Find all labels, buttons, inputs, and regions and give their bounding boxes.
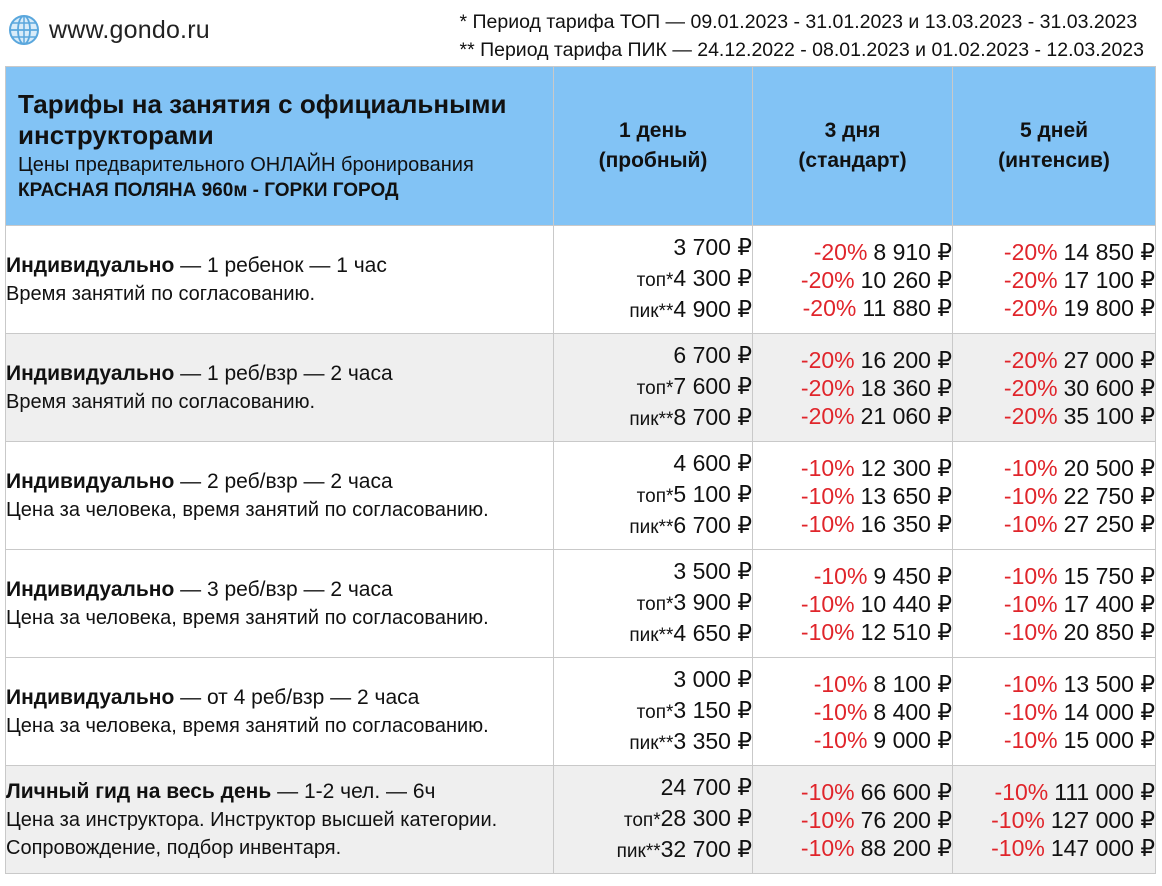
price-value: 28 300 ₽ — [660, 805, 752, 831]
price-value: 24 700 ₽ — [660, 774, 752, 800]
price-line — [554, 449, 752, 480]
table-header-main — [6, 67, 554, 226]
price-cell-5-days — [953, 550, 1156, 658]
price-line — [554, 696, 752, 727]
price-line — [753, 294, 952, 322]
price-value: 4 650 ₽ — [673, 620, 752, 646]
price-line — [554, 403, 752, 434]
column-header-3-days — [753, 67, 953, 226]
price-value: 16 350 ₽ — [860, 510, 952, 537]
price-line — [953, 618, 1155, 646]
tariff-heading — [6, 684, 553, 712]
price-line — [554, 619, 752, 650]
tariff-heading — [6, 576, 553, 604]
tariff-detail: — 1 ребенок — 1 час — [174, 253, 387, 277]
period-label: топ* — [636, 270, 674, 291]
price-value: 14 000 ₽ — [1063, 698, 1155, 725]
discount-badge: -20% — [1003, 374, 1058, 401]
tariff-row — [6, 226, 1156, 334]
price-line — [554, 264, 752, 295]
discount-badge: -10% — [800, 590, 855, 617]
tariff-heading — [6, 468, 553, 496]
discount-badge: -10% — [1003, 670, 1058, 697]
tariff-title: Индивидуально — [6, 469, 175, 493]
price-line — [953, 266, 1155, 294]
price-line — [953, 374, 1155, 402]
discount-badge: -10% — [1003, 698, 1058, 725]
discount-badge: -10% — [994, 778, 1049, 805]
price-line — [953, 346, 1155, 374]
discount-badge: -20% — [800, 346, 855, 373]
discount-badge: -10% — [991, 806, 1045, 833]
price-value: 27 250 ₽ — [1063, 510, 1155, 537]
price-value: 10 260 ₽ — [860, 266, 952, 293]
price-cell-1-day — [554, 442, 753, 550]
price-value: 3 900 ₽ — [673, 589, 752, 615]
price-value: 88 200 ₽ — [860, 834, 952, 861]
price-value: 3 000 ₽ — [673, 666, 752, 692]
tariff-note: Цена за инструктора. Инструктор высшей категории. Сопровождение, подбор инвентаря. — [6, 808, 498, 859]
price-line — [953, 834, 1155, 862]
discount-badge: -20% — [813, 238, 868, 265]
price-value: 8 400 ₽ — [873, 698, 952, 725]
price-value: 20 850 ₽ — [1063, 618, 1155, 645]
price-value: 5 100 ₽ — [673, 481, 752, 507]
tariff-title: Индивидуально — [6, 577, 175, 601]
price-value: 17 400 ₽ — [1063, 590, 1155, 617]
price-line — [753, 618, 952, 646]
price-line — [753, 806, 952, 834]
price-value: 16 200 ₽ — [860, 346, 952, 373]
price-line — [554, 588, 752, 619]
tariff-description — [6, 442, 554, 550]
price-cell-3-days — [753, 334, 953, 442]
price-line — [953, 778, 1155, 806]
discount-badge: -10% — [800, 618, 855, 645]
period-label: пик** — [629, 517, 674, 538]
price-value: 7 600 ₽ — [673, 373, 752, 399]
price-value: 8 700 ₽ — [673, 404, 752, 430]
tariff-period-notes — [460, 8, 1145, 64]
price-cell-3-days — [753, 442, 953, 550]
price-line — [953, 562, 1155, 590]
tariff-title: Личный гид на весь день — [6, 779, 272, 803]
tariff-title: Индивидуально — [6, 685, 175, 709]
period-label: топ* — [636, 702, 674, 723]
price-cell-1-day — [554, 226, 753, 334]
tariff-row — [6, 442, 1156, 550]
discount-badge: -10% — [800, 778, 855, 805]
price-line — [554, 372, 752, 403]
price-line — [554, 665, 752, 696]
price-value: 10 440 ₽ — [860, 590, 952, 617]
price-value: 12 300 ₽ — [860, 454, 952, 481]
price-value: 147 000 ₽ — [1050, 834, 1155, 861]
price-cell-3-days — [753, 766, 953, 874]
table-location: КРАСНАЯ ПОЛЯНА 960м - ГОРКИ ГОРОД — [18, 179, 399, 201]
tariff-detail: — 3 реб/взр — 2 часа — [174, 577, 393, 601]
discount-badge: -10% — [1003, 510, 1058, 537]
discount-badge: -10% — [800, 482, 855, 509]
price-cell-5-days — [953, 334, 1156, 442]
price-line — [953, 698, 1155, 726]
price-line — [554, 480, 752, 511]
tariff-title: Индивидуально — [6, 253, 175, 277]
column-header-line: 5 дней — [1019, 119, 1089, 142]
price-line — [753, 454, 952, 482]
top-bar — [0, 0, 1162, 66]
discount-badge: -10% — [1003, 482, 1058, 509]
price-value: 27 000 ₽ — [1063, 346, 1155, 373]
price-value: 15 000 ₽ — [1063, 726, 1155, 753]
tariff-detail: — от 4 реб/взр — 2 часа — [174, 685, 420, 709]
price-cell-3-days — [753, 658, 953, 766]
price-value: 9 000 ₽ — [873, 726, 952, 753]
period-label: топ* — [636, 486, 674, 507]
discount-badge: -10% — [813, 698, 868, 725]
price-line — [953, 590, 1155, 618]
price-line — [753, 670, 952, 698]
price-value: 20 500 ₽ — [1063, 454, 1155, 481]
period-label: топ* — [636, 378, 674, 399]
column-header-line: (стандарт) — [798, 149, 907, 172]
price-line — [554, 804, 752, 835]
globe-icon — [8, 14, 40, 46]
discount-badge: -10% — [813, 562, 868, 589]
price-line — [753, 590, 952, 618]
discount-badge: -10% — [1003, 726, 1058, 753]
period-label: пик** — [616, 841, 661, 862]
tariff-note: Цена за человека, время занятий по согласованию. — [6, 606, 489, 629]
price-value: 111 000 ₽ — [1054, 778, 1155, 805]
price-cell-3-days — [753, 226, 953, 334]
price-line — [953, 482, 1155, 510]
tariff-description — [6, 226, 554, 334]
price-cell-1-day — [554, 334, 753, 442]
tariff-description — [6, 550, 554, 658]
price-value: 17 100 ₽ — [1063, 266, 1155, 293]
period-label: пик** — [629, 301, 674, 322]
discount-badge: -10% — [800, 834, 855, 861]
site-url[interactable]: www.gondo.ru — [49, 15, 210, 44]
price-value: 9 450 ₽ — [873, 562, 952, 589]
tariff-title: Индивидуально — [6, 361, 175, 385]
price-cell-1-day — [554, 658, 753, 766]
tariff-heading — [6, 252, 553, 280]
table-header-row — [6, 67, 1156, 226]
period-label: пик** — [629, 733, 674, 754]
price-line — [953, 238, 1155, 266]
discount-badge: -20% — [1003, 346, 1058, 373]
price-line — [953, 402, 1155, 430]
discount-badge: -20% — [1003, 294, 1058, 321]
price-value: 3 700 ₽ — [673, 234, 752, 260]
discount-badge: -10% — [800, 510, 855, 537]
price-value: 4 300 ₽ — [673, 265, 752, 291]
price-value: 3 500 ₽ — [673, 558, 752, 584]
discount-badge: -10% — [1003, 454, 1058, 481]
price-line — [554, 233, 752, 264]
discount-badge: -20% — [800, 402, 855, 429]
price-cell-5-days — [953, 766, 1156, 874]
price-value: 66 600 ₽ — [860, 778, 952, 805]
discount-badge: -20% — [800, 266, 855, 293]
price-line — [554, 727, 752, 758]
price-value: 4 900 ₽ — [673, 296, 752, 322]
tariff-heading — [6, 360, 553, 388]
discount-badge: -10% — [800, 806, 855, 833]
price-line — [953, 726, 1155, 754]
price-value: 32 700 ₽ — [660, 836, 752, 862]
discount-badge: -10% — [1003, 590, 1058, 617]
price-value: 6 700 ₽ — [673, 342, 752, 368]
price-line — [753, 238, 952, 266]
table-title: Тарифы на занятия с официальными инструкторами — [18, 88, 507, 150]
price-value: 4 600 ₽ — [673, 450, 752, 476]
price-value: 30 600 ₽ — [1063, 374, 1155, 401]
column-header-line: (интенсив) — [998, 149, 1110, 172]
price-cell-3-days — [753, 550, 953, 658]
tariff-detail: — 1 реб/взр — 2 часа — [174, 361, 393, 385]
price-cell-5-days — [953, 658, 1156, 766]
tariff-row — [6, 550, 1156, 658]
discount-badge: -20% — [1003, 402, 1058, 429]
price-line — [953, 670, 1155, 698]
note-peak-period: ** Период тарифа ПИК — 24.12.2022 - 08.01.2023 и 01.02.2023 - 12.03.2023 — [459, 39, 1144, 61]
price-cell-5-days — [953, 442, 1156, 550]
period-label: топ* — [636, 594, 674, 615]
price-line — [554, 835, 752, 866]
tariff-description — [6, 766, 554, 874]
price-line — [554, 295, 752, 326]
tariff-note: Время занятий по согласованию. — [6, 282, 316, 305]
discount-badge: -20% — [800, 374, 855, 401]
price-line — [554, 511, 752, 542]
tariff-heading — [6, 778, 553, 806]
price-line — [953, 510, 1155, 538]
discount-badge: -10% — [800, 454, 855, 481]
discount-badge: -20% — [802, 294, 857, 321]
discount-badge: -20% — [1003, 238, 1058, 265]
price-line — [753, 562, 952, 590]
price-line — [753, 482, 952, 510]
price-value: 12 510 ₽ — [860, 618, 952, 645]
price-value: 6 700 ₽ — [673, 512, 752, 538]
tariff-detail: — 1-2 чел. — 6ч — [271, 779, 436, 803]
price-value: 127 000 ₽ — [1050, 806, 1155, 833]
column-header-line: 1 день — [618, 119, 688, 142]
price-cell-1-day — [554, 766, 753, 874]
price-line — [753, 374, 952, 402]
price-value: 35 100 ₽ — [1063, 402, 1155, 429]
price-value: 8 100 ₽ — [873, 670, 952, 697]
discount-badge: -10% — [991, 834, 1045, 861]
tariff-detail: — 2 реб/взр — 2 часа — [174, 469, 393, 493]
price-line — [753, 266, 952, 294]
price-value: 22 750 ₽ — [1063, 482, 1155, 509]
tariff-note: Цена за человека, время занятий по согласованию. — [6, 714, 489, 737]
tariff-row — [6, 334, 1156, 442]
price-value: 3 350 ₽ — [673, 728, 752, 754]
price-cell-5-days — [953, 226, 1156, 334]
price-cell-1-day — [554, 550, 753, 658]
price-line — [953, 294, 1155, 322]
price-value: 14 850 ₽ — [1063, 238, 1155, 265]
price-value: 13 650 ₽ — [860, 482, 952, 509]
price-line — [554, 341, 752, 372]
discount-badge: -10% — [1003, 562, 1058, 589]
discount-badge: -10% — [1003, 618, 1058, 645]
tariff-description — [6, 334, 554, 442]
price-value: 15 750 ₽ — [1063, 562, 1155, 589]
price-line — [753, 726, 952, 754]
period-label: пик** — [629, 409, 674, 430]
price-value: 13 500 ₽ — [1063, 670, 1155, 697]
tariff-note: Цена за человека, время занятий по согласованию. — [6, 498, 489, 521]
price-value: 8 910 ₽ — [873, 238, 952, 265]
price-line — [953, 806, 1155, 834]
price-value: 11 880 ₽ — [862, 294, 952, 321]
site-link[interactable] — [8, 14, 210, 46]
column-header-5-days — [953, 67, 1156, 226]
period-label: топ* — [623, 810, 661, 831]
table-subtitle: Цены предварительного ОНЛАЙН бронирования — [18, 153, 474, 176]
price-value: 18 360 ₽ — [860, 374, 952, 401]
column-header-1-day — [554, 67, 753, 226]
price-line — [753, 698, 952, 726]
price-value: 76 200 ₽ — [860, 806, 952, 833]
price-line — [554, 773, 752, 804]
column-header-line: (пробный) — [598, 149, 708, 172]
price-line — [753, 834, 952, 862]
price-line — [554, 557, 752, 588]
price-line — [753, 778, 952, 806]
tariff-row — [6, 658, 1156, 766]
column-header-line: 3 дня — [824, 119, 881, 142]
price-value: 21 060 ₽ — [860, 402, 952, 429]
discount-badge: -10% — [813, 726, 868, 753]
tariff-description — [6, 658, 554, 766]
tariff-note: Время занятий по согласованию. — [6, 390, 316, 413]
price-line — [753, 510, 952, 538]
price-line — [953, 454, 1155, 482]
price-line — [753, 346, 952, 374]
tariff-table — [5, 66, 1156, 874]
tariff-row — [6, 766, 1156, 874]
discount-badge: -10% — [813, 670, 868, 697]
discount-badge: -20% — [1003, 266, 1058, 293]
note-top-period: * Период тарифа ТОП — 09.01.2023 - 31.01.2023 и 13.03.2023 - 31.03.2023 — [459, 11, 1138, 33]
price-value: 19 800 ₽ — [1063, 294, 1155, 321]
price-value: 3 150 ₽ — [673, 697, 752, 723]
period-label: пик** — [629, 625, 674, 646]
price-line — [753, 402, 952, 430]
